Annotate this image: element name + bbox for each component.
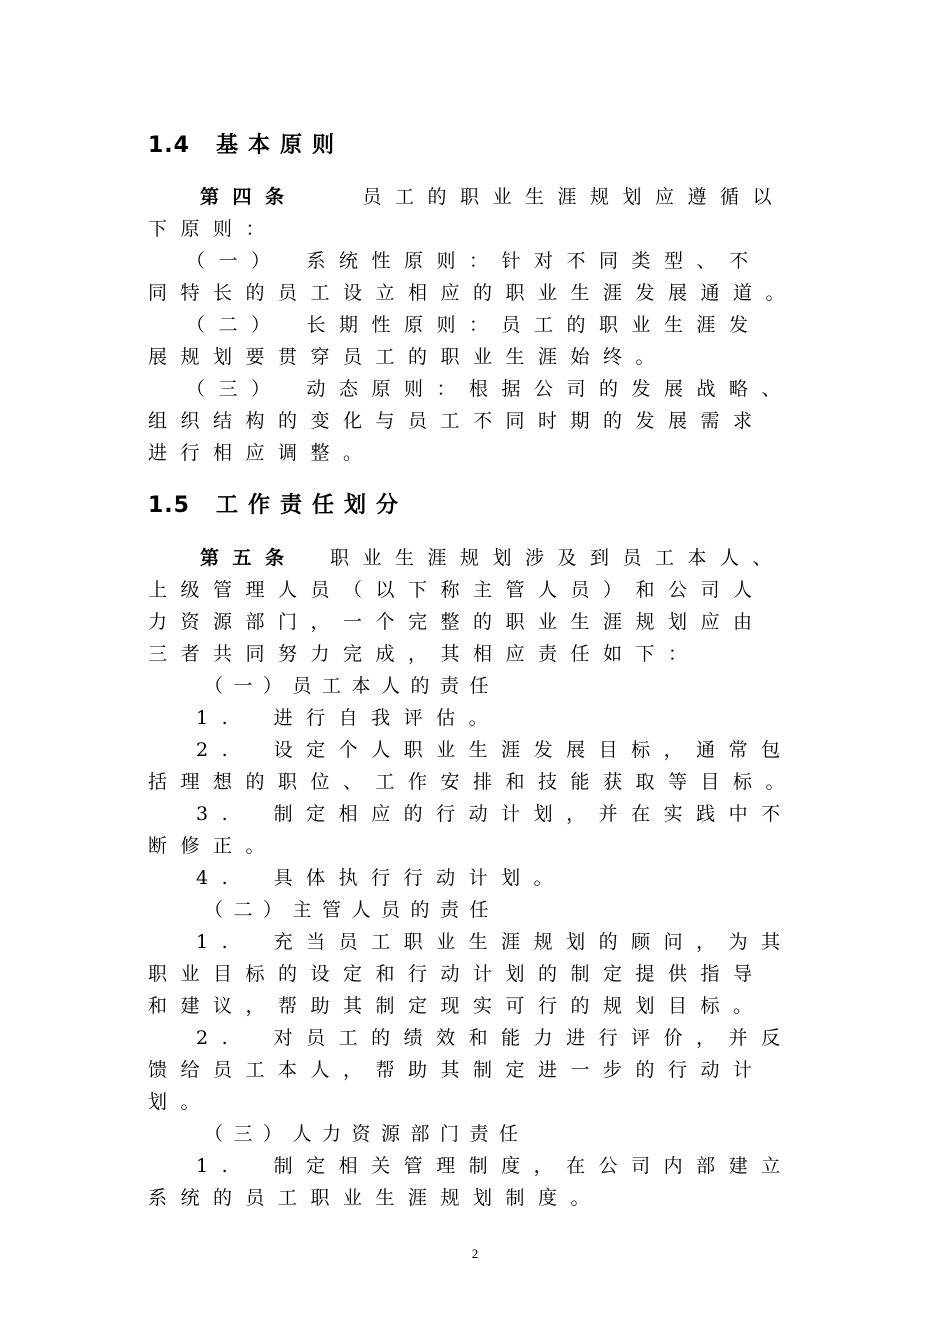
manager-item-1-line-3: 和建议，帮助其制定现实可行的规划目标。	[148, 995, 766, 1017]
article-5-line-2: 上级管理人员（以下称主管人员）和公司人	[148, 579, 766, 601]
manager-item-2-line-3: 划。	[148, 1091, 214, 1113]
sub-heading-hr: （三）人力资源部门责任	[204, 1123, 529, 1145]
hr-item-1-line-2: 系统的员工职业生涯规划制度。	[148, 1187, 604, 1209]
article-5-line-1	[200, 542, 785, 574]
principle-1-line-2: 同特长的员工设立相应的职业生涯发展通道。	[148, 282, 799, 304]
article-5-line-4: 三者共同努力完成，其相应责任如下：	[148, 643, 701, 665]
sub-heading-manager: （二）主管人员的责任	[204, 899, 500, 921]
manager-item-2-line-2: 馈给员工本人，帮助其制定进一步的行动计	[148, 1059, 766, 1081]
page-number: 2	[471, 1246, 479, 1261]
article-text: 职业生涯规划涉及到员工本人、	[330, 547, 786, 569]
principle-3-line-1: （三） 动态原则：根据公司的发展战略、	[186, 378, 795, 400]
principle-2-line-2: 展规划要贯穿员工的职业生涯始终。	[148, 346, 669, 368]
principle-1-line-1: （一） 系统性原则：针对不同类型、不	[186, 250, 762, 272]
section-title: 工作责任划分	[216, 493, 409, 518]
manager-item-2-line-1: 2. 对员工的绩效和能力进行评价，并反	[196, 1027, 794, 1049]
sub-heading-employee: （一）员工本人的责任	[204, 675, 500, 697]
employee-item-3-line-1: 3. 制定相应的行动计划，并在实践中不	[196, 803, 794, 825]
manager-item-1-line-2: 职业目标的设定和行动计划的制定提供指导	[148, 963, 766, 985]
principle-2-line-1: （二） 长期性原则：员工的职业生涯发	[186, 314, 762, 336]
principle-3-line-2: 组织结构的变化与员工不同时期的发展需求	[148, 410, 766, 432]
article-label: 第四条	[200, 186, 298, 208]
manager-item-1-line-1: 1. 充当员工职业生涯规划的顾问，为其	[196, 931, 794, 953]
article-4-line-2: 下原则：	[148, 218, 279, 240]
employee-item-2-line-2: 括理想的职位、工作安排和技能获取等目标。	[148, 771, 799, 793]
principle-3-line-3: 进行相应调整。	[148, 442, 376, 464]
article-5-line-3: 力资源部门，一个完整的职业生涯规划应由	[148, 611, 766, 633]
section-heading-1-4	[148, 126, 344, 166]
article-4-line-1	[200, 181, 785, 213]
employee-item-1: 1. 进行自我评估。	[196, 707, 502, 729]
article-label: 第五条	[200, 547, 298, 569]
section-number: 1.4	[148, 133, 190, 158]
section-heading-1-5	[148, 486, 408, 526]
article-text: 员工的职业生涯规划应遵循以	[362, 186, 786, 208]
employee-item-3-line-2: 断修正。	[148, 835, 279, 857]
section-title: 基本原则	[216, 133, 345, 158]
employee-item-4: 4. 具体执行行动计划。	[196, 867, 567, 889]
employee-item-2-line-1: 2. 设定个人职业生涯发展目标，通常包	[196, 739, 794, 761]
section-number: 1.5	[148, 493, 190, 518]
hr-item-1-line-1: 1. 制定相关管理制度，在公司内部建立	[196, 1155, 794, 1177]
